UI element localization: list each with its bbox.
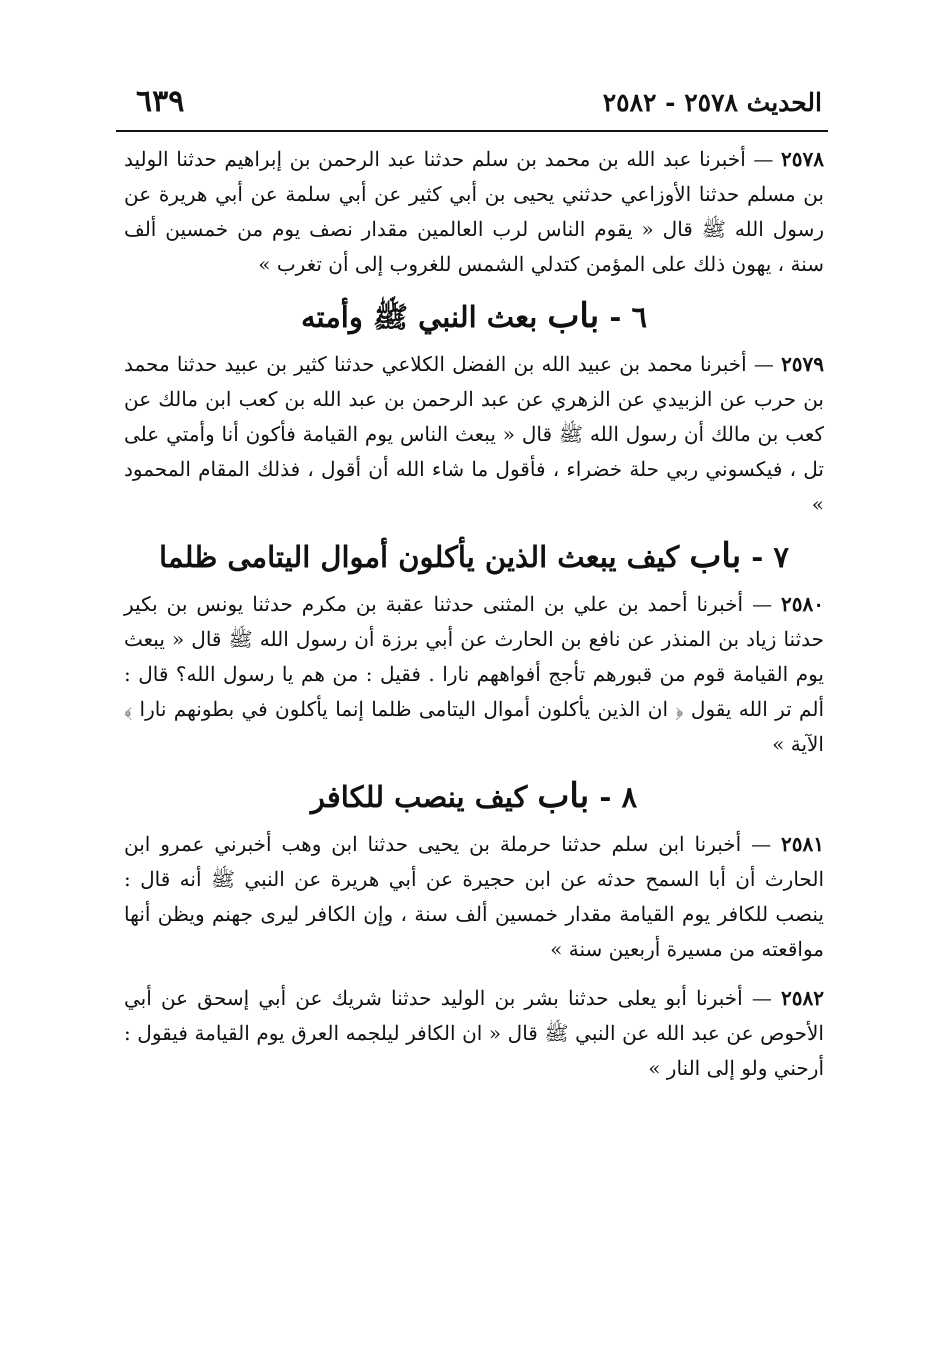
hadith-2582 xyxy=(124,981,824,1086)
chapter-bab-label: باب xyxy=(547,296,600,336)
header-rule xyxy=(116,130,828,132)
running-title: الحديث ٢٥٧٨ - ٢٥٨٢ xyxy=(602,88,822,117)
hadith-text: أخبرنا أحمد بن علي بن المثنى حدثنا عقبة بن مكرم حدثنا يونس بن بكير حدثنا زياد بن المنذر عن نافع بن الحارث عن أبي برزة أن رسول الله ﷺ قال « يبعث يوم القيامة قوم من قبورهم تأجج أفواههم نارا . فقيل : من هم يا رسول الله؟ قال : ألم تر الله يقول ﴿ ان الذين يأكلون أموال اليتامى ظلما إنما يأكلون في بطونهم نارا ﴾ الآية » xyxy=(124,592,824,756)
page-body xyxy=(124,142,824,1100)
hadith-text: أخبرنا عبد الله بن محمد بن سلم حدثنا عبد الرحمن بن إبراهيم حدثنا الوليد بن مسلم حدثنا الأوزاعي حدثني يحيى بن أبي كثير عن أبي سلمة عن أبي هريرة عن رسول الله ﷺ قال « يقوم الناس لرب العالمين مقدار نصف يوم من خمسين ألف سنة ، يهون ذلك على المؤمن كتدلي الشمس للغروب إلى أن تغرب » xyxy=(124,147,824,276)
chapter-number: ٨ xyxy=(621,780,638,814)
hadith-text: أخبرنا محمد بن عبيد الله بن الفضل الكلاعي حدثنا كثير بن عبيد حدثنا محمد بن حرب عن الزبيدي عن الزهري عن عبد الرحمن بن عبد الله بن كعب ابن مالك عن كعب بن مالك أن رسول الله ﷺ قال « يبعث الناس يوم القيامة فأكون أنا وأمتي على تل ، فيكسوني ربي حلة خضراء ، فأقول ما شاء الله أن أقول ، فذلك المقام المحمود » xyxy=(124,352,824,516)
dash-separator: — xyxy=(753,352,774,376)
hadith-2581 xyxy=(124,827,824,967)
chapter-heading-8: ٨ - باب كيف ينصب للكافر xyxy=(310,776,638,816)
hadith-number: ٢٥٧٨ xyxy=(781,147,825,171)
hadith-2578 xyxy=(124,142,824,282)
page-number: ٦٣٩ xyxy=(136,84,185,119)
hadith-text: أخبرنا أبو يعلى حدثنا بشر بن الوليد حدثنا شريك عن أبي إسحق عن أبي الأحوص عن عبد الله عن النبي ﷺ قال « ان الكافر ليلجمه العرق يوم القيامة فيقول : أرحني ولو إلى النار » xyxy=(124,986,824,1080)
hadith-number: ٢٥٨٢ xyxy=(781,986,825,1010)
hadith-2579 xyxy=(124,347,824,522)
hadith-number: ٢٥٨١ xyxy=(781,832,824,856)
hadith-number: ٢٥٧٩ xyxy=(781,352,825,376)
dash-separator: — xyxy=(752,592,773,616)
chapter-title: كيف ينصب للكافر xyxy=(310,780,528,814)
dash-separator: — xyxy=(751,832,772,856)
dash-separator: — xyxy=(751,986,772,1010)
hadith-number: ٢٥٨٠ xyxy=(781,592,825,616)
chapter-heading-7: ٧ - باب كيف يبعث الذين يأكلون أموال اليتامى ظلما xyxy=(159,536,789,576)
page-header xyxy=(118,82,826,128)
chapter-title: كيف يبعث الذين يأكلون أموال اليتامى ظلما xyxy=(159,540,680,574)
hadith-2580 xyxy=(124,587,824,762)
dash-separator: — xyxy=(753,147,774,171)
chapter-number: ٦ xyxy=(631,300,648,334)
hadith-text: أخبرنا ابن سلم حدثنا حرملة بن يحيى حدثنا ابن وهب أخبرني عمرو ابن الحارث أن أبا السمح حدثه عن ابن حجيرة عن أبي هريرة عن النبي ﷺ أنه قال : ينصب للكافر يوم القيامة مقدار خمسين ألف سنة ، وإن الكافر ليرى جهنم ويظن أنها مواقعته من مسيرة أربعين سنة » xyxy=(124,832,824,961)
chapter-bab-label: باب xyxy=(537,776,590,816)
chapter-heading-6: ٦ - باب بعث النبي ﷺ وأمته xyxy=(300,296,648,336)
chapter-number: ٧ xyxy=(773,540,789,574)
chapter-bab-label: باب xyxy=(689,536,742,576)
chapter-title: بعث النبي ﷺ وأمته xyxy=(300,300,538,334)
